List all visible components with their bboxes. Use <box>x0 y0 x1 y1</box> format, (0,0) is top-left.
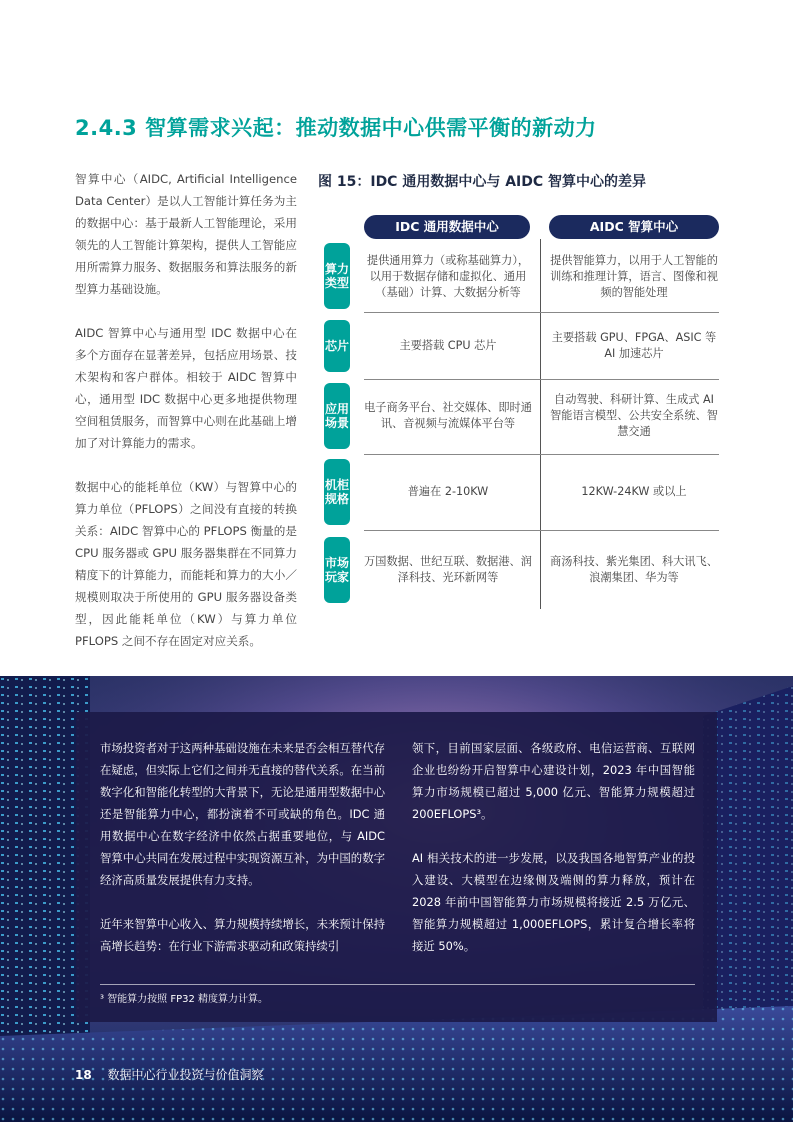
footnote-divider <box>100 984 695 985</box>
column-divider <box>540 239 541 609</box>
paragraph: 近年来智算中心收入、算力规模持续增长，未来预计保持高增长趋势：在行业下游需求驱动和政策持续引 <box>100 917 385 953</box>
paragraph: 数据中心的能耗单位（KW）与智算中心的算力单位（PFLOPS）之间没有直接的转换关系：AIDC 智算中心的 PFLOPS 衡量的是 CPU 服务器或 GPU 服务器集群在不同算力精度下的计算能力，而能耗和算力的大小／规模则取决于所使用的 GPU 服务器设备类型，因此能耗单位（KW）与算力单位 PFLOPS 之间不存在固定对应关系。 <box>75 480 297 648</box>
row-divider <box>364 312 719 313</box>
page-number: 18 <box>75 1068 92 1082</box>
row-divider <box>364 379 719 380</box>
table-cell: 万国数据、世纪互联、数据港、润泽科技、光环新网等 <box>364 555 532 584</box>
table-cell: 提供智能算力，以用于人工智能的训练和推理计算，语言、图像和视频的智能处理 <box>550 254 718 299</box>
overlay-column-left <box>100 737 385 979</box>
table-cell: 电子商务平台、社交媒体、即时通讯、音视频与流媒体平台等 <box>364 401 532 430</box>
column-header-aidc: AIDC 智算中心 <box>549 215 719 239</box>
table-cell: 商汤科技、紫光集团、科大讯飞、浪潮集团、华为等 <box>550 555 718 584</box>
column-header-idc: IDC 通用数据中心 <box>364 215 530 239</box>
publication-title: 数据中心行业投资与价值洞察 <box>107 1068 264 1082</box>
row-divider <box>364 530 719 531</box>
paragraph: AI 相关技术的进一步发展，以及我国各地智算产业的投入建设、大模型在边缘侧及端侧的算力释放，预计在 2028 年前中国智能算力市场规模将接近 2.5 万亿元、智能算力规模超过 1,000EFLOPS，累计复合增长率将接近 50%。 <box>412 851 695 953</box>
table-cell: 提供通用算力（或称基础算力），以用于数据存储和虚拟化、通用（基础）计算、大数据分析等 <box>366 254 530 299</box>
intro-text <box>75 168 297 674</box>
footnote: ³ 智能算力按照 FP32 精度算力计算。 <box>100 994 269 1005</box>
row-label: 机柜规格 <box>324 459 350 525</box>
row-label: 算力类型 <box>324 243 350 309</box>
section-heading: 2.4.3 智算需求兴起：推动数据中心供需平衡的新动力 <box>75 116 597 140</box>
table-cell: 自动驾驶、科研计算、生成式 AI 智能语言模型、公共安全系统、智慧交通 <box>550 393 718 438</box>
row-label: 芯片 <box>324 320 350 372</box>
table-cell: 主要搭载 GPU、FPGA、ASIC 等 AI 加速芯片 <box>551 331 717 360</box>
paragraph: 智算中心（AIDC, Artificial Intelligence Data Center）是以人工智能计算任务为主的数据中心：基于最新人工智能理论，采用领先的人工智能计算架构，提供人工智能应用所需算力服务、数据服务和算法服务的新型算力基础设施。 <box>75 172 297 296</box>
row-label: 市场玩家 <box>324 537 350 603</box>
table-cell: 12KW-24KW 或以上 <box>581 485 687 498</box>
paragraph: 市场投资者对于这两种基础设施在未来是否会相互替代存在疑虑，但实际上它们之间并无直接的替代关系。在当前数字化和智能化转型的大背景下，无论是通用型数据中心还是智能算力中心，都扮演着不可或缺的角色。IDC 通用数据中心在数字经济中依然占据重要地位，与 AIDC 智算中心共同在发展过程中实现资源互补，为中国的数字经济高质量发展提供有力支持。 <box>100 741 385 887</box>
paragraph: 领下，目前国家层面、各级政府、电信运营商、互联网企业也纷纷开启智算中心建设计划，2023 年中国智能算力市场规模已超过 5,000 亿元、智能算力规模超过 200EFLOPS³。 <box>412 741 695 821</box>
table-cell: 普遍在 2-10KW <box>407 485 489 498</box>
figure-title: 图 15：IDC 通用数据中心与 AIDC 智算中心的差异 <box>318 174 647 190</box>
row-label: 应用场景 <box>324 383 350 449</box>
page-footer <box>75 1066 264 1083</box>
table-cell: 主要搭载 CPU 芯片 <box>399 339 497 352</box>
overlay-column-right <box>412 737 695 979</box>
paragraph: AIDC 智算中心与通用型 IDC 数据中心在多个方面存在显著差异，包括应用场景、技术架构和客户群体。相较于 AIDC 智算中心，通用型 IDC 数据中心更多地提供物理空间租赁服务，而智算中心则在此基础上增加了对计算能力的需求。 <box>75 326 297 450</box>
row-divider <box>364 454 719 455</box>
